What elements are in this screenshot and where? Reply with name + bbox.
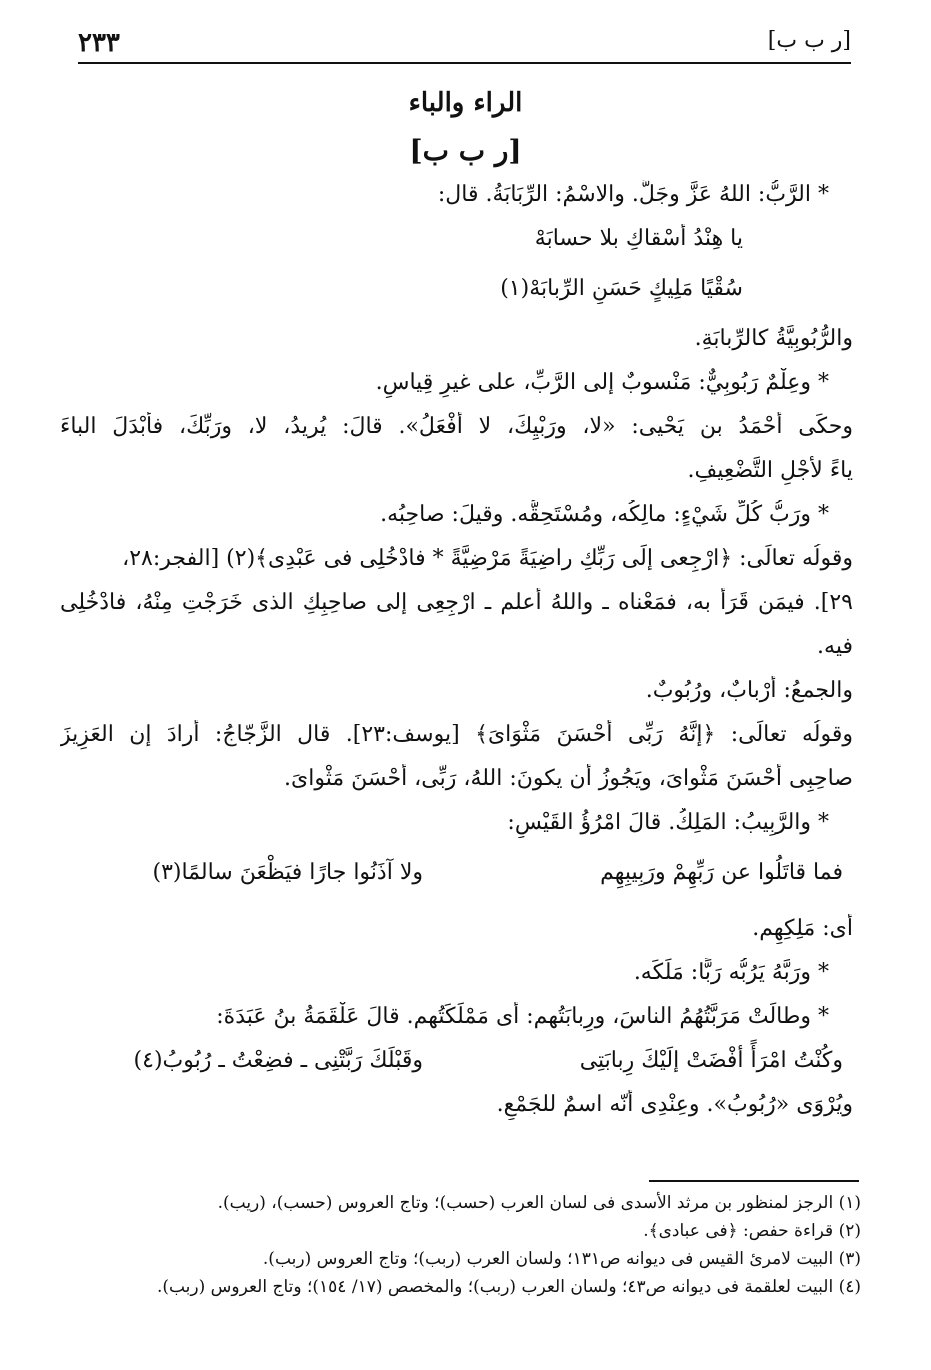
page-header: [78, 26, 851, 64]
hemistich-first: فما قاتَلُوا عن رَبِّهِمْ ورَبِيبِهِم: [600, 860, 843, 885]
text-line: صاحِبِى أحْسَنَ مَثْواىَ، ويَجُوزُ أن يكونَ: اللهُ، رَبِّى، أحْسَنَ مَثْواىَ.: [284, 766, 853, 791]
text-line: * وعِلْمٌ رَبُوبِيٌّ: مَنْسوبٌ إلى الرَّبِّ، على غيرِ قِياسٍ.: [375, 370, 829, 395]
footnote: (٤) البيت لعلقمة فى ديوانه ص٤٣؛ ولسان العرب (ربب)؛ والمخصص (١٧/ ١٥٤)؛ وتاج العروس (ربب).: [156, 1277, 861, 1297]
footnotes: [60, 1190, 861, 1302]
text-line: ٢٩]. فيمَن قَرَأَ به، فمَعْناه ـ واللهُ أعلم ـ ارْجِعِى إلى صاحِبِكِ الذى خَرَجْتِ مِنْهُ، فادْخُلِى: [60, 590, 853, 615]
page-number: ٢٣٣: [78, 28, 120, 58]
text-line: ياءً لأَجْلِ التَّضْعِيفِ.: [687, 458, 853, 483]
text-line: ويُرْوَى «رُبُوبُ». وعِنْدِى أنّه اسمٌ للجَمْعِ.: [496, 1092, 853, 1117]
chapter-title: الراء والباء: [408, 88, 523, 118]
verse-line: يا هِنْدُ أسْقاكِ بلا حسابَهْ: [534, 226, 743, 251]
text-line: وحكَى أحْمَدُ بن يَحْيى: «لا، ورَبْيِكَ، لا أفْعَلُ». قالَ: يُريدُ، لا، ورَبِّكَ، فأبْدَلَ الباءَ: [60, 414, 853, 439]
hemistich-second: وقَبْلَكَ رَبَّتْنِى ـ فضِعْتُ ـ رُبُوبُ(٤): [133, 1048, 423, 1073]
poem-couplet: [60, 858, 853, 888]
footnote-separator: [649, 1180, 859, 1182]
text-line: وقولُه تعالَى: ﴿ارْجِعى إلَى رَبِّكِ راضِيَةً مَرْضِيَّةً * فادْخُلِى فى عَبْدِى﴾(٢) [الفجر:٢٨،: [122, 546, 853, 571]
text-line: والجمعُ: أرْبابٌ، ورُبُوبٌ.: [645, 678, 853, 703]
text-line: * وطالَتْ مَرَبَّتُهُمُ الناسَ، ورِبابَتُهم: أى مَمْلَكَتُهم. قالَ عَلْقَمَةُ بنُ عَبَدَةَ:: [216, 1004, 829, 1029]
running-head: [ر ب ب]: [767, 28, 851, 53]
root-heading: [ر ب ب]: [409, 134, 522, 167]
text-line: والرُّبُوبِيَّةُ كالرِّبابَةِ.: [694, 326, 853, 351]
entry-body: [60, 180, 853, 1120]
text-line: * والرَّبِيبُ: المَلِكُ. قالَ امْرُؤُ القَيْسِ:: [507, 810, 829, 835]
hemistich-second: ولا آذَنُوا جارًا فيَظْعَنَ سالمًا(٣): [152, 860, 423, 885]
text-line: فيه.: [817, 634, 853, 659]
text-line: * ورَبَّهُ يَرُبُّه رَبًّا: مَلَكَه.: [633, 960, 829, 985]
text-line: أى: مَلِكِهِم.: [752, 916, 853, 941]
verse-line: سُقْيًا مَلِيكٍ حَسَنِ الرِّبابَهْ(١): [500, 276, 743, 301]
text-line: * الرَّبُّ: اللهُ عَزَّ وجَلَّ. والاسْمُ: الرِّبَابَةُ. قال:: [437, 182, 829, 207]
poem-couplet: [60, 1046, 853, 1076]
footnote: (٢) قراءة حفص: ﴿فى عبادى﴾.: [643, 1221, 861, 1241]
hemistich-first: وكُنْتُ امْرَأً أفْضَتْ إلَيْكَ رِبابَتِى: [579, 1048, 843, 1073]
footnote: (٣) البيت لامرئ القيس فى ديوانه ص١٣١؛ ولسان العرب (ربب)؛ وتاج العروس (ربب).: [262, 1249, 861, 1269]
text-line: وقولُه تعالَى: ﴿إنَّهُ رَبِّى أحْسَنَ مَثْوَاىَ﴾ [يوسف:٢٣]. قال الزَّجّاجُ: أرادَ إن العَزِيزَ: [60, 722, 853, 747]
footnote: (١) الرجز لمنظور بن مرثد الأسدى فى لسان العرب (حسب)؛ وتاج العروس (حسب)، (ريب).: [217, 1193, 861, 1213]
text-line: * ورَبُّ كُلِّ شَيْءٍ: مالِكُه، ومُسْتَحِقُّه. وقيلَ: صاحِبُه.: [380, 502, 829, 527]
